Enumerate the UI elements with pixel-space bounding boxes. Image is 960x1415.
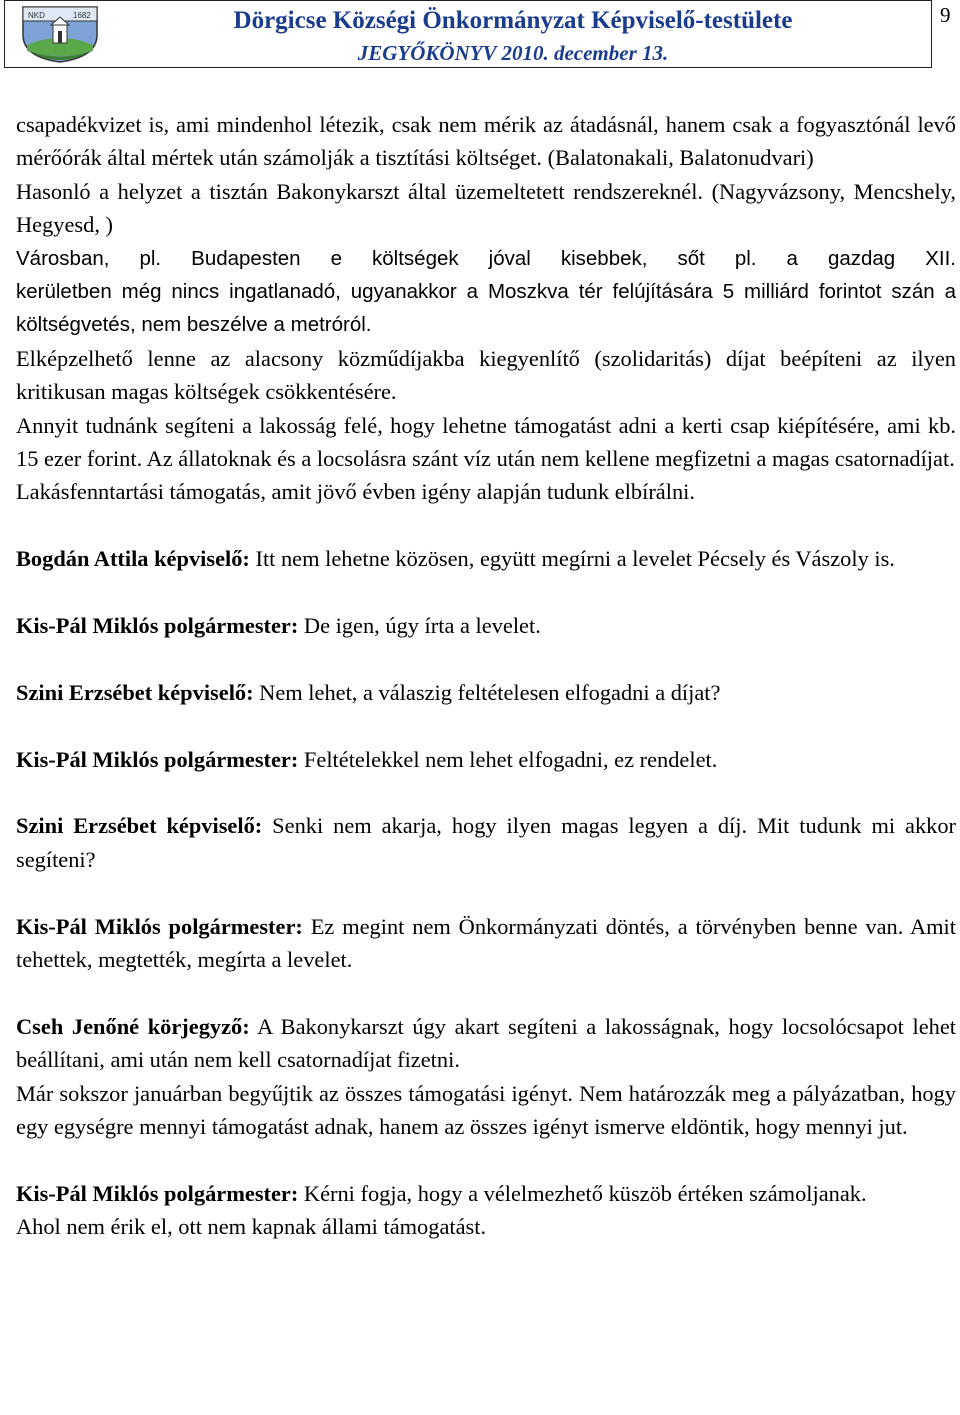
speaker-name: Szini Erzsébet képviselő:	[16, 813, 263, 839]
statement-text: Nem lehet, a válaszig feltételesen elfogadni a díjat?	[253, 679, 721, 705]
dialogue-entry	[16, 1010, 956, 1077]
paragraph: Elképzelhető lenne az alacsony közműdíjakba kiegyenlítő (szolidaritás) díjat beépíteni az ilyen kritikusan magas költségek csökkentésére.	[16, 345, 956, 405]
speaker-name: Kis-Pál Miklós polgármester:	[16, 913, 303, 939]
paragraph: Lakásfenntartási támogatás, amit jövő évben igény alapján tudunk elbírálni.	[16, 479, 695, 505]
statement-text: Ez megint nem Önkormányzati döntés, a törvényben benne van. Amit tehettek, megtették, megírta a levelet.	[16, 913, 956, 973]
document-title: Dörgicse Községi Önkormányzat Képviselő-testülete	[233, 7, 793, 34]
statement-text: Kérni fogja, hogy a vélelmezhető küszöb értéken számoljanak.	[298, 1180, 867, 1206]
paragraph: csapadékvizet is, ami mindenhol létezik, csak nem mérik az átadásnál, hanem csak a fogyasztónál levő mérőórák által mértek után számolják a tisztítási költséget. (Balatonakali, Balatonudvari)	[16, 112, 956, 171]
speaker-name: Bogdán Attila képviselő:	[16, 546, 250, 572]
logo-text-left: NKD	[28, 11, 45, 20]
speaker-name: Kis-Pál Miklós polgármester:	[16, 746, 299, 772]
coat-of-arms-logo	[19, 5, 101, 63]
statement-text: Senki nem akarja, hogy ilyen magas legyen a díj. Mit tudunk mi akkor segíteni?	[16, 813, 956, 872]
paragraph: Annyit tudnánk segíteni a lakosság felé, hogy lehetne támogatást adni a kerti csap kiépítésére, ami kb. 15 ezer forint. Az állatoknak és a locsolásra szánt víz után nem kellene megfizetni a magas csatornadíjat.	[16, 412, 956, 472]
statement-text: A Bakonykarszt úgy akart segíteni a lakosságnak, hogy locsolócsapot lehet beállítani, ami után nem kell csatornadíjat fizetni.	[16, 1013, 956, 1073]
paragraph: kerületben még nincs ingatlanadó, ugyanakkor a Moszkva tér felújítására 5 milliárd forintot szán a költségvetés, nem beszélve a metróról.	[16, 280, 956, 337]
minutes-body	[16, 108, 956, 1244]
speaker-name: Szini Erzsébet képviselő:	[16, 679, 254, 705]
dialogue-entry	[16, 542, 956, 575]
speaker-name: Cseh Jenőné körjegyző:	[16, 1013, 250, 1039]
paragraph: Hasonló a helyzet a tisztán Bakonykarszt által üzemeltetett rendszereknél. (Nagyvázsony, Mencshely, Hegyesd, )	[16, 178, 956, 238]
dialogue-entry	[16, 910, 956, 977]
speaker-name: Kis-Pál Miklós polgármester:	[16, 613, 299, 639]
paragraph: Már sokszor januárban begyűjtik az összes támogatási igényt. Nem határozzák meg a pályázatban, hogy egy egységre mennyi támogatást adnak, hanem az összes igényt ismerve eldöntik, hogy mennyi jut.	[16, 1080, 956, 1140]
minutes-date: JEGYŐKÖNYV 2010. december 13.	[357, 41, 669, 65]
dialogue-entry	[16, 743, 956, 776]
statement-text: Feltételekkel nem lehet elfogadni, ez rendelet.	[298, 746, 718, 772]
dialogue-entry	[16, 809, 956, 876]
statement-text: De igen, úgy írta a levelet.	[298, 613, 541, 639]
dialogue-entry	[16, 609, 956, 642]
document-header	[4, 0, 932, 68]
dialogue-entry	[16, 1177, 956, 1210]
logo-text-right: 1682	[73, 11, 91, 20]
statement-text: Itt nem lehetne közösen, együtt megírni a levelet Pécsely és Vászoly is.	[249, 546, 895, 572]
paragraph: Ahol nem érik el, ott nem kapnak állami támogatást.	[16, 1214, 487, 1240]
speaker-name: Kis-Pál Miklós polgármester:	[16, 1180, 299, 1206]
dialogue-entry	[16, 676, 956, 709]
page-number: 9	[940, 3, 951, 27]
paragraph: Városban, pl. Budapesten e költségek jóval kisebbek, sőt pl. a gazdag XII.	[16, 246, 956, 270]
